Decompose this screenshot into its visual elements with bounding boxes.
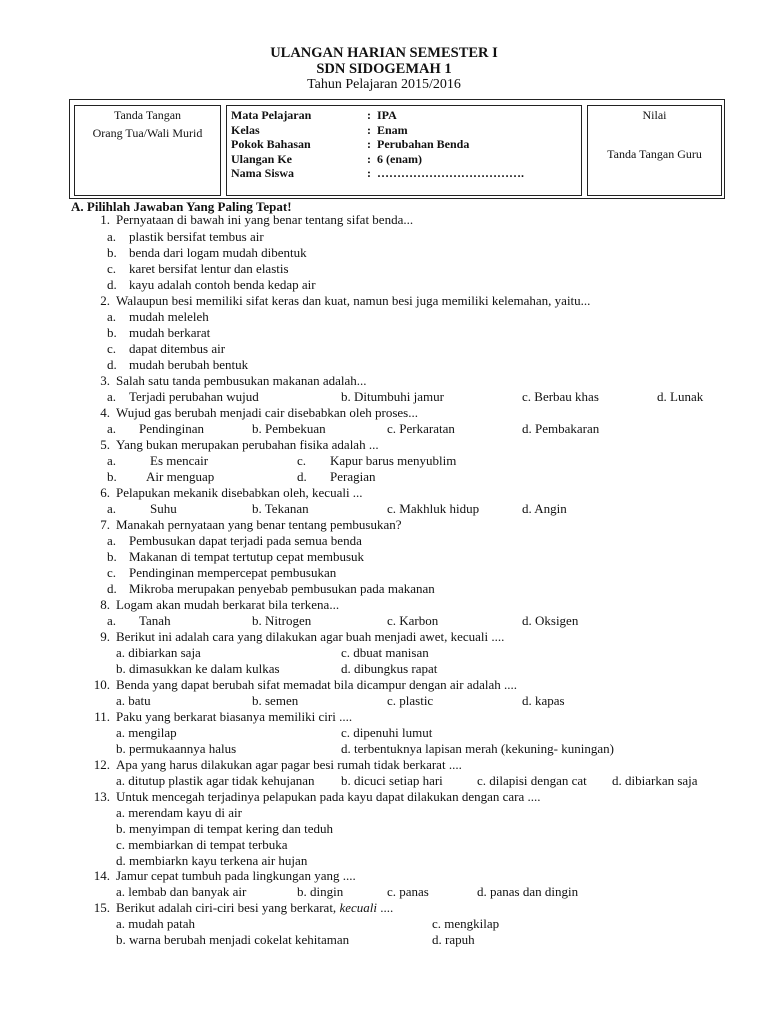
- info-value: : Perubahan Benda: [367, 137, 470, 151]
- option-b[interactable]: b. Tekanan: [252, 501, 309, 516]
- option-c[interactable]: c. Berbau khas: [522, 389, 599, 404]
- option-c[interactable]: c. Karbon: [387, 613, 439, 628]
- option-c[interactable]: c. panas: [387, 884, 429, 899]
- student-name-field[interactable]: : ……………………………….: [367, 166, 524, 180]
- option-b[interactable]: b. dicuci setiap hari: [341, 773, 443, 788]
- teacher-signature-label: Tanda Tangan Guru: [607, 147, 702, 161]
- exam-title: ULANGAN HARIAN SEMESTER I: [270, 45, 498, 61]
- option-c[interactable]: c. dbuat manisan: [341, 645, 429, 660]
- option-d[interactable]: d. rapuh: [432, 932, 475, 947]
- option-a[interactable]: a. lembab dan banyak air: [116, 884, 247, 899]
- option-c[interactable]: c. plastic: [387, 693, 434, 708]
- option-d[interactable]: Peragian: [330, 469, 376, 484]
- option-c[interactable]: Kapur barus menyublim: [330, 453, 457, 468]
- option-letter: a.: [107, 389, 117, 404]
- info-label: Ulangan Ke: [231, 151, 293, 166]
- option-d[interactable]: d. Lunak: [657, 389, 704, 404]
- grade-label: Nilai: [642, 108, 667, 122]
- info-label: Kelas: [231, 122, 260, 137]
- info-label: Pokok Bahasan: [231, 137, 311, 151]
- parent-signature-cell: [74, 105, 221, 196]
- option-d[interactable]: d. dibungkus rapat: [341, 661, 438, 676]
- option-a[interactable]: a. mudah patah: [116, 916, 196, 931]
- option-b[interactable]: b. Nitrogen: [252, 613, 312, 628]
- option-letter: a.: [107, 421, 117, 436]
- option-letter: d.: [297, 469, 307, 484]
- worksheet-page: ULANGAN HARIAN SEMESTER I SDN SIDOGEMAH 1 Tahun Pelajaran 2015/2016 Tanda Tangan Orang Tua/Wali Murid Mata Pelajaran : IPA Kelas : Enam Pokok Bahasan : Perubahan Benda Ulangan Ke : 6 (enam) Nama Siswa : ………………………………. Nilai Tanda Tangan Guru A. Pilihlah Jawaban Yang Paling Tepat! 1. Pernyataan di bawah ini yang benar tentang sifat benda... a. plastik bersifat tembus air b. benda dari logam mudah dibentuk c. karet bersifat lentur dan elastis d. kayu adalah contoh benda kedap air 2. Walaupun besi memiliki sifat keras dan kuat, namun besi juga memiliki kelemahan, yaitu... a. mudah meleleh b. mudah berkarat c. dapat ditembus air d. mudah berubah bentuk 3. Salah satu tanda pembusukan makanan adalah... a. Terjadi perubahan wujud b. Ditumbuhi jamur c. Berbau khas d. Lunak 4. Wujud gas berubah menjadi cair disebabkan oleh proses... a. Pendinginan b. Pembekuan c. Perkaratan d. Pembakaran 5. Yang bukan merupakan perubahan fisika adalah ... a. Es mencair c. Kapur barus menyublim b. Air menguap d. Peragian 6. Pelapukan mekanik disebabkan oleh, kecuali ... a. Suhu b. Tekanan c. Makhluk hidup d. Angin 7. Manakah pernyataan yang benar tentang pembusukan? a. Pembusukan dapat terjadi pada semua benda b. Makanan di tempat tertutup cepat membusuk c. Pendinginan mempercepat pembusukan d. Mikroba merupakan penyebab pembusukan pada makanan 8. Logam akan mudah berkarat bila terkena... a. Tanah b. Nitrogen c. Karbon d. Oksigen 9. Berikut ini adalah cara yang dilakukan agar buah menjadi awet, kecuali .... a. dibiarkan saja c. dbuat manisan b. dimasukkan ke dalam kulkas d. dibungkus rapat 10. Benda yang dapat berubah sifat memadat bila dicampur dengan air adalah .... a. batu b. semen c. plastic d. kapas 11. Paku yang berkarat biasanya memiliki ciri .... a. mengilap c. dipenuhi lumut b. permukaannya halus d. terbentuknya lapisan merah (kekuning- kuningan) 12. Apa yang harus dilakukan agar pagar besi rumah tidak berkarat .... a. ditutup plastik agar tidak kehujanan b. dicuci setiap hari c. dilapisi dengan cat d. dibiarkan saja 13. Untuk mencegah terjadinya pelapukan pada kayu dapat dilakukan dengan cara .... a. merendam kayu di air b. menyimpan di tempat kering dan teduh c. membiarkan di tempat terbuka d. membiarkn kayu terkena air hujan 14. Jamur cepat tumbuh pada lingkungan yang .... a. lembab dan banyak air b. dingin c. panas d. panas dan dingin 15. Berikut adalah ciri-ciri besi yang berkarat, kecuali .... a. mudah patah c. mengkilap b. warna berubah menjadi cokelat kehitaman d. rapuh: [0, 0, 768, 1024]
- option-d[interactable]: d. terbentuknya lapisan merah (kekuning- kuningan): [341, 741, 614, 756]
- option-d[interactable]: d. panas dan dingin: [477, 884, 579, 899]
- option-c[interactable]: c. dipenuhi lumut: [341, 725, 433, 740]
- academic-year: Tahun Pelajaran 2015/2016: [307, 77, 461, 92]
- option-d[interactable]: d. Oksigen: [522, 613, 579, 628]
- student-info-cell: [226, 105, 582, 196]
- grade-cell: [587, 105, 722, 196]
- info-value: : Enam: [367, 122, 408, 137]
- option-b[interactable]: b. Pembekuan: [252, 421, 326, 436]
- option-a[interactable]: a. batu: [116, 693, 151, 708]
- option-c[interactable]: c. Perkaratan: [387, 421, 455, 436]
- parent-signature-label: Tanda Tangan: [113, 108, 182, 122]
- option-a[interactable]: Suhu: [150, 501, 177, 516]
- option-b[interactable]: b. permukaannya halus: [116, 741, 237, 756]
- option-c[interactable]: c. Makhluk hidup: [387, 501, 480, 516]
- option-c[interactable]: c. dilapisi dengan cat: [477, 773, 587, 788]
- option-d[interactable]: d. kapas: [522, 693, 565, 708]
- school-name: SDN SIDOGEMAH 1: [316, 61, 452, 77]
- option-a[interactable]: Tanah: [139, 613, 171, 628]
- option-a[interactable]: Es mencair: [150, 453, 209, 468]
- option-c[interactable]: c. mengkilap: [432, 916, 500, 931]
- option-b[interactable]: Air menguap: [146, 469, 215, 484]
- option-b[interactable]: b. dingin: [297, 884, 344, 899]
- info-value: : 6 (enam): [367, 151, 422, 166]
- option-b[interactable]: b. Ditumbuhi jamur: [341, 389, 444, 404]
- option-b[interactable]: b. warna berubah menjadi cokelat kehitaman: [116, 932, 350, 947]
- option-letter: c.: [297, 453, 307, 468]
- option-a[interactable]: Terjadi perubahan wujud: [129, 389, 259, 404]
- option-d[interactable]: d. Angin: [522, 501, 567, 516]
- info-label: Mata Pelajaran: [231, 108, 312, 122]
- option-a[interactable]: a. dibiarkan saja: [116, 645, 201, 660]
- parent-signature-sublabel: Orang Tua/Wali Murid: [92, 126, 203, 140]
- section-heading: A. Pilihlah Jawaban Yang Paling Tepat!: [71, 199, 292, 214]
- info-value: : IPA: [367, 108, 397, 122]
- option-a[interactable]: a. ditutup plastik agar tidak kehujanan: [116, 773, 315, 788]
- option-b[interactable]: b. semen: [252, 693, 299, 708]
- option-b[interactable]: b. dimasukkan ke dalam kulkas: [116, 661, 280, 676]
- option-a[interactable]: a. mengilap: [116, 725, 177, 740]
- option-d[interactable]: d. Pembakaran: [522, 421, 600, 436]
- option-a[interactable]: Pendinginan: [139, 421, 204, 436]
- option-d[interactable]: d. dibiarkan saja: [612, 773, 698, 788]
- info-label: Nama Siswa: [231, 166, 295, 180]
